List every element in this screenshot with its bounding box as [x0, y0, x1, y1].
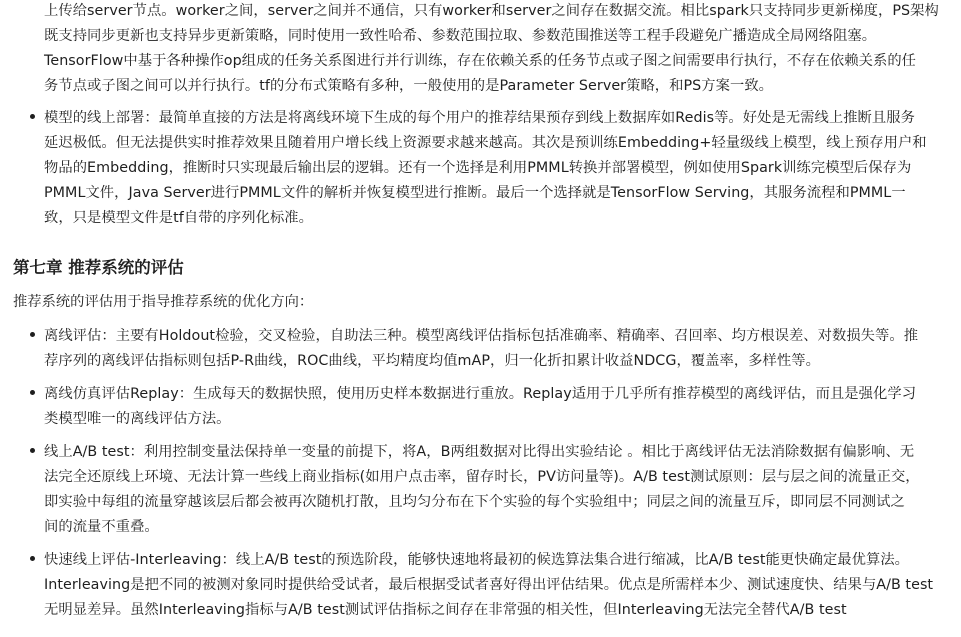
- bullet-line: 间的流量不重叠。: [44, 519, 159, 535]
- bullet-line: 法完全还原线上环境、无法计算一些线上商业指标(如用户点击率，留存时长，PV访问量等)。A/B test测试原则：层与层之间的流量正交，: [44, 469, 920, 485]
- bullet-line: 离线仿真评估Replay：生成每天的数据快照，使用历史样本数据进行重放。Replay适用于几乎所有推荐模型的离线评估，而且是强化学习: [44, 386, 917, 402]
- bullet-line: 物品的Embedding，推断时只实现最后输出层的逻辑。还有一个选择是利用PMML转换并部署模型，例如使用Spark训练完模型后保存为: [44, 160, 912, 176]
- bullet-line: 模型的线上部署：最简单直接的方法是将离线环境下生成的每个用户的推荐结果预存到线上数据库如Redis等。好处是无需线上推断且服务: [44, 110, 915, 126]
- bullet-line: 快速线上评估-Interleaving：线上A/B test的预选阶段，能够快速地将最初的候选算法集合进行缩减，比A/B test能更快确定最优算法。: [44, 552, 910, 568]
- bullet-icon: [30, 556, 35, 561]
- bullet-icon: [30, 390, 35, 395]
- bullet-icon: [30, 448, 35, 453]
- chapter-heading: 第七章 推荐系统的评估: [13, 258, 184, 277]
- paragraph-line: TensorFlow中基于各种操作op组成的任务关系图进行并行训练，存在依赖关系的任务节点或子图之间需要串行执行，不存在依赖关系的任: [44, 53, 917, 69]
- bullet-line: 延迟极低。但无法提供实时推荐效果且随着用户增长线上资源要求越来越高。其次是预训练Embedding+轻量级线上模型，线上预存用户和: [44, 135, 927, 151]
- bullet-line: 荐序列的离线评估指标则包括P-R曲线，ROC曲线，平均精度均值mAP，归一化折扣累计收益NDCG，覆盖率，多样性等。: [44, 353, 820, 369]
- bullet-line: 致，只是模型文件是tf自带的序列化标准。: [44, 210, 313, 226]
- bullet-line: Interleaving是把不同的被测对象同时提供给受试者，最后根据受试者喜好得出评估结果。优点是所需样本少、测试速度快、结果与A/B test: [44, 577, 934, 593]
- bullet-line: 即实验中每组的流量穿越该层后都会被再次随机打散，且均匀分布在下个实验的每个实验组中；同层之间的流量互斥，即同层不同测试之: [44, 494, 905, 510]
- bullet-line: PMML文件，Java Server进行PMML文件的解析并恢复模型进行推断。最后一个选择就是TensorFlow Serving，其服务流程和PMML一: [44, 185, 906, 201]
- bullet-icon: [30, 114, 35, 119]
- bullet-icon: [30, 332, 35, 337]
- bullet-line: 无明显差异。虽然Interleaving指标与A/B test测试评估指标之间存在非常强的相关性，但Interleaving无法完全替代A/B test: [44, 602, 847, 618]
- paragraph-line: 务节点或子图之间可以并行执行。tf的分布式策略有多种，一般使用的是Parameter Server策略，和PS方案一致。: [44, 78, 774, 94]
- bullet-line: 类模型唯一的离线评估方法。: [44, 411, 231, 427]
- bullet-line: 线上A/B test：利用控制变量法保持单一变量的前提下，将A，B两组数据对比得出实验结论 。相比于离线评估无法消除数据有偏影响、无: [44, 444, 915, 460]
- bullet-line: 离线评估：主要有Holdout检验，交叉检验，自助法三种。模型离线评估指标包括准确率、精确率、召回率、均方根误差、对数损失等。推: [44, 328, 919, 344]
- chapter-intro: 推荐系统的评估用于指导推荐系统的优化方向：: [13, 294, 314, 310]
- paragraph-line: 既支持同步更新也支持异步更新策略，同时使用一致性哈希、参数范围拉取、参数范围推送等工程手段避免广播造成全局网络阻塞。: [44, 28, 877, 44]
- paragraph-line: 上传给server节点。worker之间，server之间并不通信，只有worker和server之间存在数据交流。相比spark只支持同步更新梯度，PS架构: [44, 3, 939, 19]
